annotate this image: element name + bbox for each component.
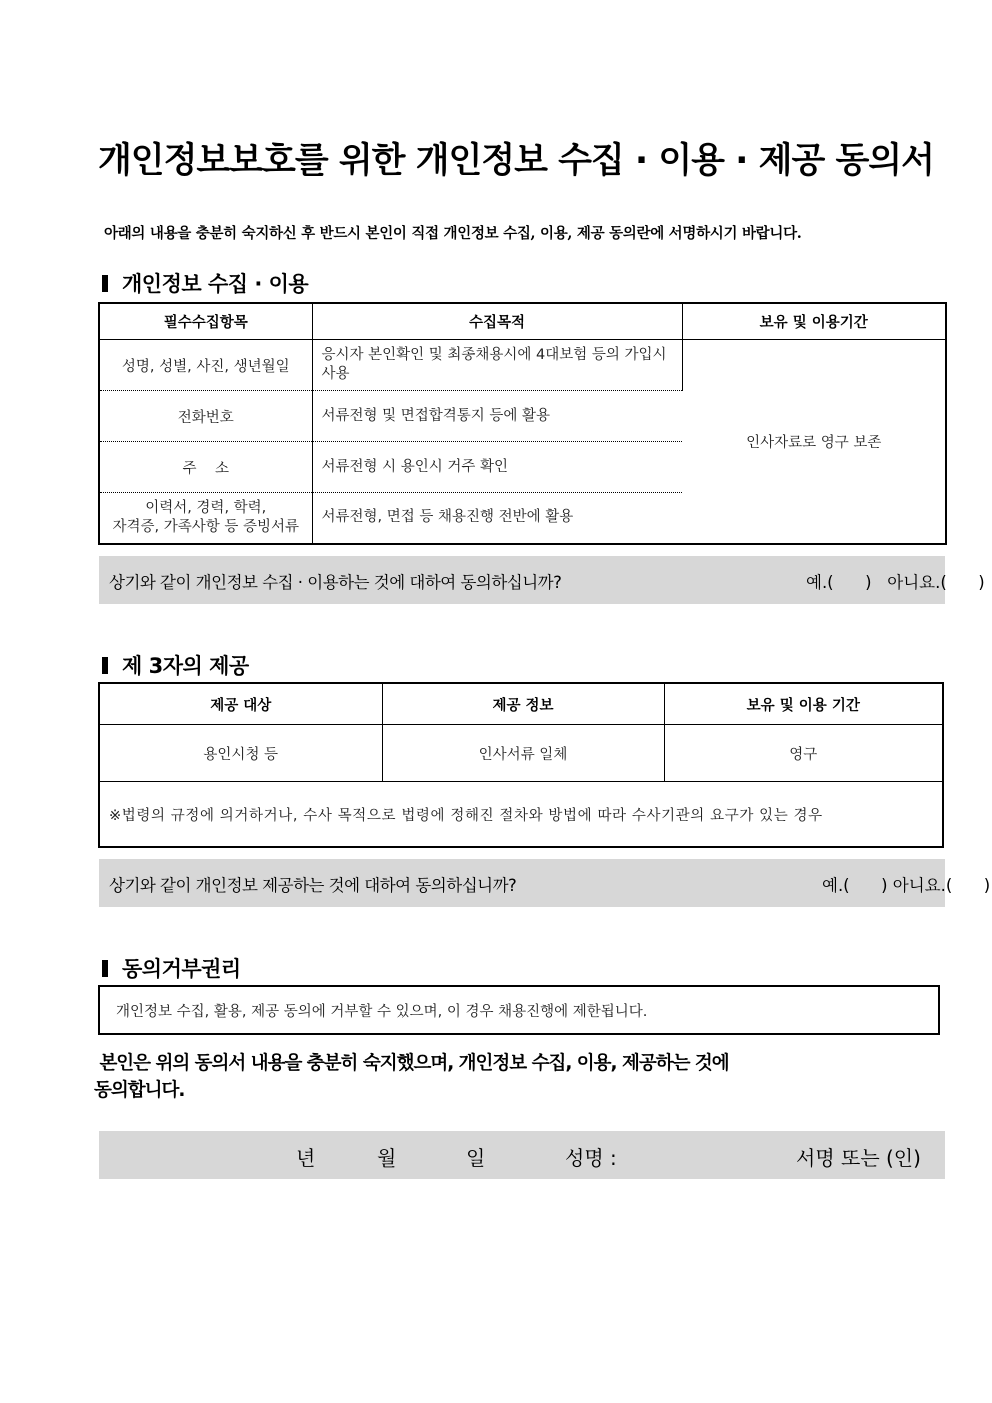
item-line: 자격증, 가족사항 등 증빙서류 <box>112 518 300 535</box>
item-cell: 주 소 <box>99 442 312 493</box>
name-label: 성명 : <box>565 1146 617 1170</box>
year-field[interactable]: 년 <box>296 1146 316 1170</box>
section-bullet <box>102 960 108 977</box>
section-heading-refusal <box>102 953 241 983</box>
section-heading-text: 동의거부권리 <box>122 957 241 981</box>
collection-table <box>98 302 947 545</box>
item-cell: 성명, 성별, 사진, 생년월일 <box>99 340 312 391</box>
purpose-cell: 서류전형 및 면접합격통지 등에 활용 <box>312 391 682 442</box>
collection-consent-bar <box>99 556 985 604</box>
header-info: 제공 정보 <box>382 683 664 725</box>
item-cell <box>99 493 312 544</box>
purpose-cell: 서류전형 시 용인시 거주 확인 <box>312 442 682 493</box>
header-target: 제공 대상 <box>99 683 382 725</box>
retention-cell: 인사자료로 영구 보존 <box>746 434 882 451</box>
agreement-statement <box>94 1050 894 1104</box>
period-cell: 영구 <box>664 725 943 782</box>
item-line: 이력서, 경력, 학력, <box>145 499 267 516</box>
table-header-row <box>99 303 946 340</box>
info-cell: 인사서류 일체 <box>382 725 664 782</box>
section-heading-collection <box>102 268 308 298</box>
month-field[interactable]: 월 <box>377 1146 397 1170</box>
purpose-cell: 서류전형, 면접 등 채용진행 전반에 활용 <box>321 509 574 526</box>
signature-field[interactable]: 서명 또는 (인) <box>796 1146 921 1170</box>
intro-text: 아래의 내용을 충분히 숙지하신 후 반드시 본인이 직접 개인정보 수집, 이용, 제공 동의란에 서명하시기 바랍니다. <box>104 225 802 242</box>
consent-answer-field[interactable]: 예.( ) 아니요.( ) <box>822 876 991 895</box>
third-party-table <box>98 682 944 848</box>
page-title: 개인정보보호를 위한 개인정보 수집 · 이용 · 제공 동의서 <box>98 141 934 181</box>
consent-question: 상기와 같이 개인정보 수집 · 이용하는 것에 대하여 동의하십니까? <box>109 573 562 592</box>
legal-note: ※법령의 규정에 의거하거나, 수사 목적으로 법령에 정해진 절차와 방법에 따라 수사기관의 요구가 있는 경우 <box>109 807 823 824</box>
section-bullet <box>102 657 108 674</box>
refusal-box <box>98 985 940 1035</box>
consent-question: 상기와 같이 개인정보 제공하는 것에 대하여 동의하십니까? <box>109 876 517 895</box>
note-row <box>99 782 943 848</box>
table-row <box>99 725 943 782</box>
provision-consent-bar <box>99 859 991 907</box>
refusal-text: 개인정보 수집, 활용, 제공 동의에 거부할 수 있으며, 이 경우 채용진행에 제한됩니다. <box>116 1004 648 1020</box>
section-heading-text: 개인정보 수집 · 이용 <box>122 272 309 296</box>
consent-answer-field[interactable]: 예.( ) 아니요.( ) <box>806 573 985 592</box>
purpose-cell: 응시자 본인확인 및 최종채용시에 4대보험 등의 가입시 사용 <box>312 340 682 391</box>
section-bullet <box>102 275 108 292</box>
section-heading-text: 제 3자의 제공 <box>122 654 249 678</box>
agreement-line: 동의합니다. <box>94 1080 185 1101</box>
header-period: 보유 및 이용 기간 <box>664 683 943 725</box>
table-row <box>99 340 946 391</box>
item-cell: 전화번호 <box>99 391 312 442</box>
table-header-row <box>99 683 943 725</box>
header-purpose: 수집목적 <box>312 303 682 340</box>
signature-bar <box>99 1131 945 1179</box>
header-required-items: 필수수집항목 <box>99 303 312 340</box>
header-retention: 보유 및 이용기간 <box>682 303 946 340</box>
day-field[interactable]: 일 <box>466 1146 486 1170</box>
target-cell: 용인시청 등 <box>99 725 382 782</box>
section-heading-third-party <box>102 650 249 680</box>
agreement-line: 본인은 위의 동의서 내용을 충분히 숙지했으며, 개인정보 수집, 이용, 제공하는 것에 <box>94 1053 729 1074</box>
